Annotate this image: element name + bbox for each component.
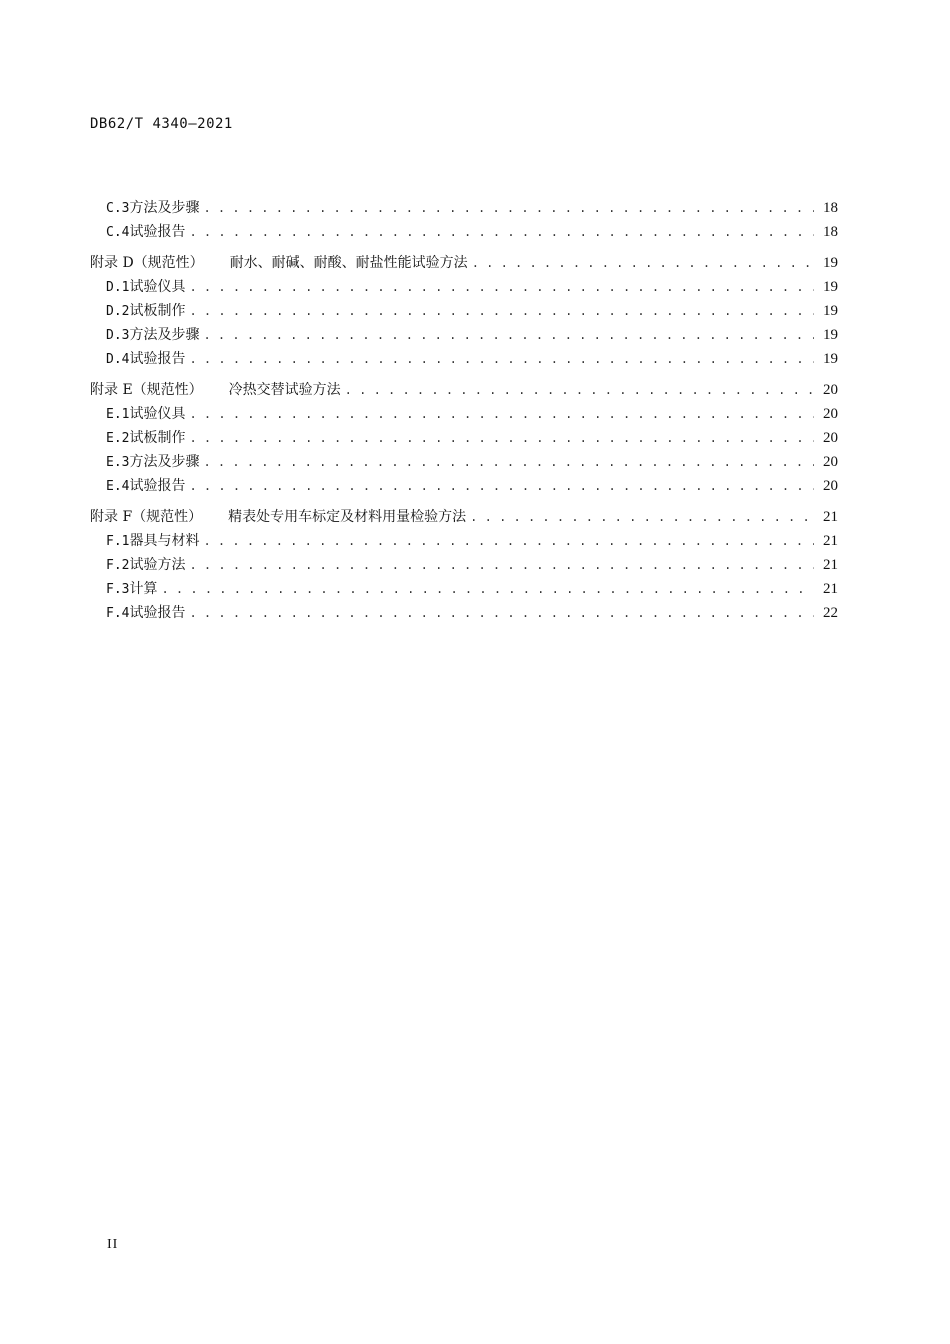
toc-entry-number: E.3 bbox=[106, 455, 130, 470]
toc-entry-title: 计算 bbox=[129, 581, 158, 597]
toc-dot-leader bbox=[189, 220, 814, 244]
toc-entry-page: 21 bbox=[823, 557, 838, 573]
toc-entry-page: 21 bbox=[823, 533, 838, 549]
toc-dot-leader bbox=[189, 299, 814, 323]
toc-entry-number: 附录 D（规范性） bbox=[90, 255, 204, 271]
toc-section-entry[interactable] bbox=[90, 450, 838, 474]
toc-dot-leader bbox=[203, 196, 814, 220]
toc-entry-title: 试验报告 bbox=[129, 224, 186, 240]
toc-entry-number: C.4 bbox=[106, 225, 130, 240]
toc-section-entry[interactable] bbox=[90, 402, 838, 426]
toc-entry-page: 19 bbox=[823, 351, 838, 367]
toc-appendix-entry[interactable] bbox=[90, 251, 838, 275]
toc-dot-leader bbox=[189, 426, 814, 450]
toc-section-entry[interactable] bbox=[90, 577, 838, 601]
toc-entry-title: 冷热交替试验方法 bbox=[228, 382, 341, 398]
toc-dot-leader bbox=[203, 450, 814, 474]
toc-section-entry[interactable] bbox=[90, 529, 838, 553]
toc-entry-page: 22 bbox=[823, 605, 838, 621]
toc-section-entry[interactable] bbox=[90, 323, 838, 347]
toc-entry-title: 试验仪具 bbox=[129, 279, 186, 295]
toc-section-entry[interactable] bbox=[90, 553, 838, 577]
toc-entry-number: D.1 bbox=[106, 280, 130, 295]
toc-section-entry[interactable] bbox=[90, 426, 838, 450]
toc-section-entry[interactable] bbox=[90, 474, 838, 498]
toc-entry-title: 精表处专用车标定及材料用量检验方法 bbox=[228, 509, 467, 525]
toc-entry-page: 18 bbox=[823, 200, 838, 216]
toc-entry-page: 20 bbox=[823, 382, 838, 398]
toc-entry-page: 19 bbox=[823, 303, 838, 319]
toc-dot-leader bbox=[189, 402, 814, 426]
toc-entry-page: 20 bbox=[823, 478, 838, 494]
toc-entry-page: 21 bbox=[823, 509, 838, 525]
toc-section-entry[interactable] bbox=[90, 601, 838, 625]
toc-entry-number: C.3 bbox=[106, 201, 130, 216]
toc-appendix-entry[interactable] bbox=[90, 505, 838, 529]
toc-dot-leader bbox=[472, 251, 814, 275]
toc-entry-title: 方法及步骤 bbox=[129, 327, 200, 343]
toc-entry-page: 19 bbox=[823, 279, 838, 295]
toc-entry-title: 方法及步骤 bbox=[129, 200, 200, 216]
toc-dot-leader bbox=[470, 505, 814, 529]
toc-entry-title: 试板制作 bbox=[129, 303, 186, 319]
toc-dot-leader bbox=[189, 275, 814, 299]
toc-section-entry[interactable] bbox=[90, 347, 838, 371]
toc-entry-title: 耐水、耐碱、耐酸、耐盐性能试验方法 bbox=[229, 255, 468, 271]
document-code-header: DB62/T 4340—2021 bbox=[90, 116, 233, 132]
toc-entry-title: 器具与材料 bbox=[129, 533, 200, 549]
toc-entry-page: 21 bbox=[823, 581, 838, 597]
toc-dot-leader bbox=[189, 601, 814, 625]
toc-entry-number: 附录 E（规范性） bbox=[90, 382, 203, 398]
toc-entry-title: 试验报告 bbox=[129, 478, 186, 494]
toc-entry-number: F.4 bbox=[106, 606, 130, 621]
toc-dot-leader bbox=[189, 347, 814, 371]
toc-entry-number: F.1 bbox=[106, 534, 130, 549]
toc-section-entry[interactable] bbox=[90, 299, 838, 323]
toc-entry-title: 试板制作 bbox=[129, 430, 186, 446]
toc-entry-page: 19 bbox=[823, 255, 838, 271]
toc-dot-leader bbox=[161, 577, 814, 601]
toc-entry-number: D.4 bbox=[106, 352, 130, 367]
toc-dot-leader bbox=[203, 323, 814, 347]
toc-entry-number: 附录 F（规范性） bbox=[90, 509, 203, 525]
toc-section-entry[interactable] bbox=[90, 275, 838, 299]
table-of-contents bbox=[90, 196, 838, 625]
toc-dot-leader bbox=[203, 529, 814, 553]
toc-entry-page: 20 bbox=[823, 430, 838, 446]
toc-dot-leader bbox=[345, 378, 814, 402]
toc-section-entry[interactable] bbox=[90, 196, 838, 220]
toc-entry-number: E.2 bbox=[106, 431, 130, 446]
toc-entry-number: E.4 bbox=[106, 479, 130, 494]
toc-dot-leader bbox=[189, 474, 814, 498]
toc-entry-number: E.1 bbox=[106, 407, 130, 422]
toc-section-entry[interactable] bbox=[90, 220, 838, 244]
toc-entry-page: 18 bbox=[823, 224, 838, 240]
toc-entry-page: 20 bbox=[823, 454, 838, 470]
toc-entry-number: F.3 bbox=[106, 582, 130, 597]
toc-entry-title: 试验报告 bbox=[129, 351, 186, 367]
toc-entry-title: 试验方法 bbox=[129, 557, 186, 573]
toc-entry-number: F.2 bbox=[106, 558, 130, 573]
toc-entry-title: 试验报告 bbox=[129, 605, 186, 621]
toc-entry-page: 20 bbox=[823, 406, 838, 422]
page-number-footer: II bbox=[107, 1237, 119, 1252]
toc-entry-number: D.2 bbox=[106, 304, 130, 319]
toc-appendix-entry[interactable] bbox=[90, 378, 838, 402]
toc-entry-title: 方法及步骤 bbox=[129, 454, 200, 470]
toc-entry-number: D.3 bbox=[106, 328, 130, 343]
toc-dot-leader bbox=[189, 553, 814, 577]
toc-entry-title: 试验仪具 bbox=[129, 406, 186, 422]
toc-entry-page: 19 bbox=[823, 327, 838, 343]
